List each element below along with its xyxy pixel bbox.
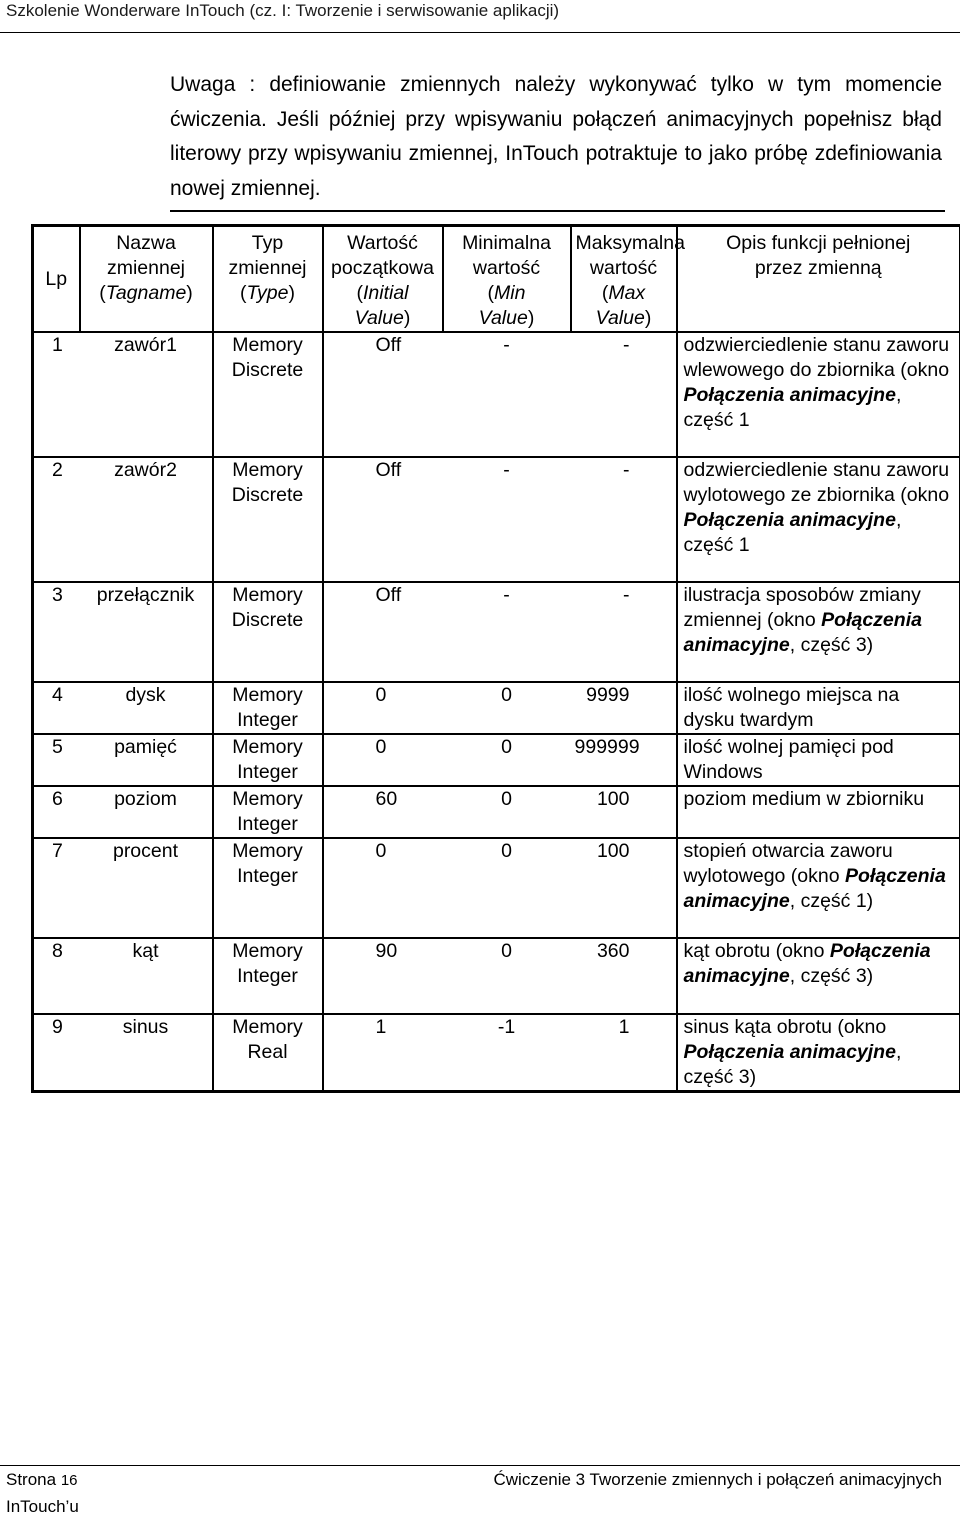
row-type-cell — [213, 838, 323, 938]
header-min-english: Min — [494, 282, 526, 304]
row-initial-cell: Off — [323, 582, 443, 682]
row-tagname-cell: kąt — [80, 938, 213, 1014]
row-description-window-name: Połączenia animacyjne — [683, 940, 931, 987]
footer-page-label — [6, 1470, 78, 1490]
row-max-cell: 100 — [571, 786, 677, 838]
header-tagname-line2: zmiennej — [106, 257, 186, 279]
row-max-cell: 360 — [571, 938, 677, 1014]
row-description-text: kąt obrotu (okno — [683, 940, 830, 962]
header-initial-line4: Value) — [354, 307, 411, 329]
row-type-cell — [213, 938, 323, 1014]
row-description-window-name: Połączenia animacyjne — [683, 609, 922, 656]
row-lp-cell: 3 — [33, 582, 80, 682]
row-initial-cell: 1 — [323, 1014, 443, 1092]
header-desc-line1: Opis funkcji pełnionej — [726, 232, 911, 254]
header-desc-line2: przez zmienną — [754, 257, 882, 279]
row-type-cell — [213, 332, 323, 457]
row-description-text: , część 3) — [683, 1041, 902, 1088]
row-lp-cell: 1 — [33, 332, 80, 457]
row-type-cell — [213, 1014, 323, 1092]
row-initial-cell: 0 — [323, 838, 443, 938]
row-tagname-cell: dysk — [80, 682, 213, 734]
row-type-line2: Integer — [237, 761, 298, 783]
row-initial-cell: 60 — [323, 786, 443, 838]
row-description-text: stopień otwarcia zaworu wylotowego (okno — [683, 840, 893, 887]
header-max-line1: Maksymalna — [575, 232, 685, 254]
row-initial-cell: Off — [323, 457, 443, 582]
row-description-window-name: Połączenia animacyjne — [683, 1041, 896, 1063]
page-label: Strona — [6, 1470, 57, 1489]
row-description-window-name: Połączenia animacyjne — [683, 865, 946, 912]
row-tagname-cell: przełącznik — [80, 582, 213, 682]
table-row — [33, 582, 960, 682]
header-initial-english-2: Value — [354, 307, 404, 329]
table-row — [33, 786, 960, 838]
row-description-cell — [677, 1014, 960, 1092]
row-min-cell: 0 — [443, 786, 571, 838]
header-max-line3: (Max Value) — [595, 282, 652, 329]
row-type-line1: Memory — [232, 334, 303, 356]
row-description-text: , część 3) — [789, 965, 874, 987]
notice-paragraph: Uwaga : definiowanie zmiennych należy wykonywać tylko w tym momencie ćwiczenia. Jeśli później przy wpisywaniu połączeń animacyjnych popełnisz błąd literowy przy wpisywaniu zmiennej, InTouch potraktuje to jako próbę zdefiniowania nowej zmiennej. — [170, 73, 942, 200]
row-description-text: odzwierciedlenie stanu zaworu wlewowego do zbiornika (okno — [683, 334, 950, 381]
table-row — [33, 938, 960, 1014]
row-min-cell: 0 — [443, 734, 571, 786]
row-tagname-cell: sinus — [80, 1014, 213, 1092]
header-divider — [0, 32, 960, 33]
header-type-english: Type — [246, 282, 289, 304]
row-type-line2: Integer — [237, 813, 298, 835]
row-type-line2: Discrete — [231, 359, 304, 381]
row-min-cell: - — [443, 332, 571, 457]
header-tagname-line1: Nazwa — [116, 232, 176, 254]
row-initial-cell: 0 — [323, 734, 443, 786]
row-type-cell — [213, 682, 323, 734]
row-description-text: , część 3) — [789, 634, 874, 656]
footer-brand: InTouch’u — [6, 1497, 79, 1516]
row-type-line1: Memory — [232, 584, 303, 606]
row-min-cell: -1 — [443, 1014, 571, 1092]
header-initial-english: Initial — [362, 282, 409, 304]
variables-table — [31, 224, 960, 1093]
row-tagname-cell: procent — [80, 838, 213, 938]
table-row — [33, 457, 960, 582]
row-lp-cell: 4 — [33, 682, 80, 734]
row-max-cell: - — [571, 457, 677, 582]
row-type-line1: Memory — [232, 840, 303, 862]
row-max-cell: - — [571, 332, 677, 457]
header-initial-value — [323, 226, 443, 333]
row-type-line1: Memory — [232, 940, 303, 962]
header-max-value — [571, 226, 685, 333]
row-description-cell — [677, 938, 960, 1014]
row-type-cell — [213, 457, 323, 582]
row-description-cell — [677, 838, 960, 938]
row-type-cell — [213, 582, 323, 682]
row-type-line1: Memory — [232, 788, 303, 810]
document-header-title: Szkolenie Wonderware InTouch (cz. I: Tworzenie i serwisowanie aplikacji) — [6, 1, 560, 20]
row-type-line2: Integer — [237, 965, 298, 987]
row-max-cell: 100 — [571, 838, 677, 938]
row-type-line1: Memory — [232, 684, 303, 706]
row-type-line1: Memory — [232, 736, 303, 758]
row-description-text: ilustracja sposobów zmiany zmiennej (okno — [683, 584, 921, 631]
table-row — [33, 734, 960, 786]
row-max-cell: 9999 — [571, 682, 677, 734]
header-type-line3: (Type) — [240, 282, 295, 304]
header-max-english: Max Value — [595, 282, 646, 329]
row-min-cell: 0 — [443, 838, 571, 938]
header-min-line4: Value) — [478, 307, 535, 329]
page-number: 16 — [60, 1472, 78, 1489]
row-initial-cell: Off — [323, 332, 443, 457]
row-lp-cell: 2 — [33, 457, 80, 582]
row-description-text: , część 1) — [789, 890, 874, 912]
table-header-row — [33, 226, 960, 333]
row-type-line2: Discrete — [231, 484, 304, 506]
row-type-cell — [213, 786, 323, 838]
row-max-cell: 1 — [571, 1014, 677, 1092]
row-description-text: poziom medium w zbiorniku — [683, 788, 925, 810]
row-description-cell — [677, 457, 960, 582]
header-lp: Lp — [33, 226, 80, 333]
header-description — [677, 226, 960, 333]
table-row — [33, 1014, 960, 1092]
footer-chapter-title: Ćwiczenie 3 Tworzenie zmiennych i połączeń animacyjnych — [493, 1470, 942, 1489]
row-max-cell: 999999 — [571, 734, 677, 786]
row-lp-cell: 9 — [33, 1014, 80, 1092]
row-description-cell — [677, 682, 960, 734]
row-description-cell — [677, 786, 960, 838]
row-tagname-cell: zawór2 — [80, 457, 213, 582]
header-tagname-english: Tagname — [105, 282, 187, 304]
row-type-cell — [213, 734, 323, 786]
row-min-cell: 0 — [443, 682, 571, 734]
row-description-text: , część 1 — [683, 509, 902, 556]
table-body — [33, 332, 960, 1092]
row-type-line2: Discrete — [231, 609, 304, 631]
header-initial-line3: (Initial — [356, 282, 409, 304]
row-description-cell — [677, 582, 960, 682]
header-initial-line2: początkowa — [331, 257, 434, 279]
row-tagname-cell: zawór1 — [80, 332, 213, 457]
row-initial-cell: 90 — [323, 938, 443, 1014]
header-tagname — [80, 226, 213, 333]
row-lp-cell: 5 — [33, 734, 80, 786]
row-description-cell — [677, 332, 960, 457]
row-type-line2: Integer — [237, 865, 298, 887]
row-max-cell: - — [571, 582, 677, 682]
header-min-line3: (Min — [487, 282, 526, 304]
row-description-text: , część 1 — [683, 384, 902, 431]
row-description-window-name: Połączenia animacyjne — [683, 384, 896, 406]
row-min-cell: 0 — [443, 938, 571, 1014]
row-description-text: sinus kąta obrotu (okno — [683, 1016, 887, 1038]
footer-divider — [0, 1465, 960, 1466]
header-min-value — [443, 226, 571, 333]
row-lp-cell: 7 — [33, 838, 80, 938]
row-type-line1: Memory — [232, 1016, 303, 1038]
header-type-line1: Typ — [251, 232, 284, 254]
row-tagname-cell: poziom — [80, 786, 213, 838]
header-max-line2: wartość — [589, 257, 658, 279]
header-type — [213, 226, 323, 333]
row-type-line1: Memory — [232, 459, 303, 481]
row-description-text: ilość wolnej pamięci pod Windows — [683, 736, 894, 783]
row-lp-cell: 6 — [33, 786, 80, 838]
row-min-cell: - — [443, 457, 571, 582]
header-min-english-2: Value — [478, 307, 528, 329]
row-type-line2: Integer — [237, 709, 298, 731]
row-description-text: ilość wolnego miejsca na dysku twardym — [683, 684, 900, 731]
notice-divider — [170, 210, 945, 212]
table-row — [33, 332, 960, 457]
row-description-cell — [677, 734, 960, 786]
row-min-cell: - — [443, 582, 571, 682]
row-lp-cell: 8 — [33, 938, 80, 1014]
header-type-line2: zmiennej — [228, 257, 307, 279]
table-row — [33, 838, 960, 938]
header-min-line1: Minimalna — [462, 232, 551, 254]
row-type-line2: Real — [247, 1041, 288, 1063]
row-description-window-name: Połączenia animacyjne — [683, 509, 896, 531]
row-description-text: odzwierciedlenie stanu zaworu wylotowego ze zbiornika (okno — [683, 459, 950, 506]
header-min-line2: wartość — [472, 257, 541, 279]
header-tagname-line3: (Tagname) — [99, 282, 193, 304]
row-tagname-cell: pamięć — [80, 734, 213, 786]
row-initial-cell: 0 — [323, 682, 443, 734]
header-initial-line1: Wartość — [347, 232, 418, 254]
table-row — [33, 682, 960, 734]
